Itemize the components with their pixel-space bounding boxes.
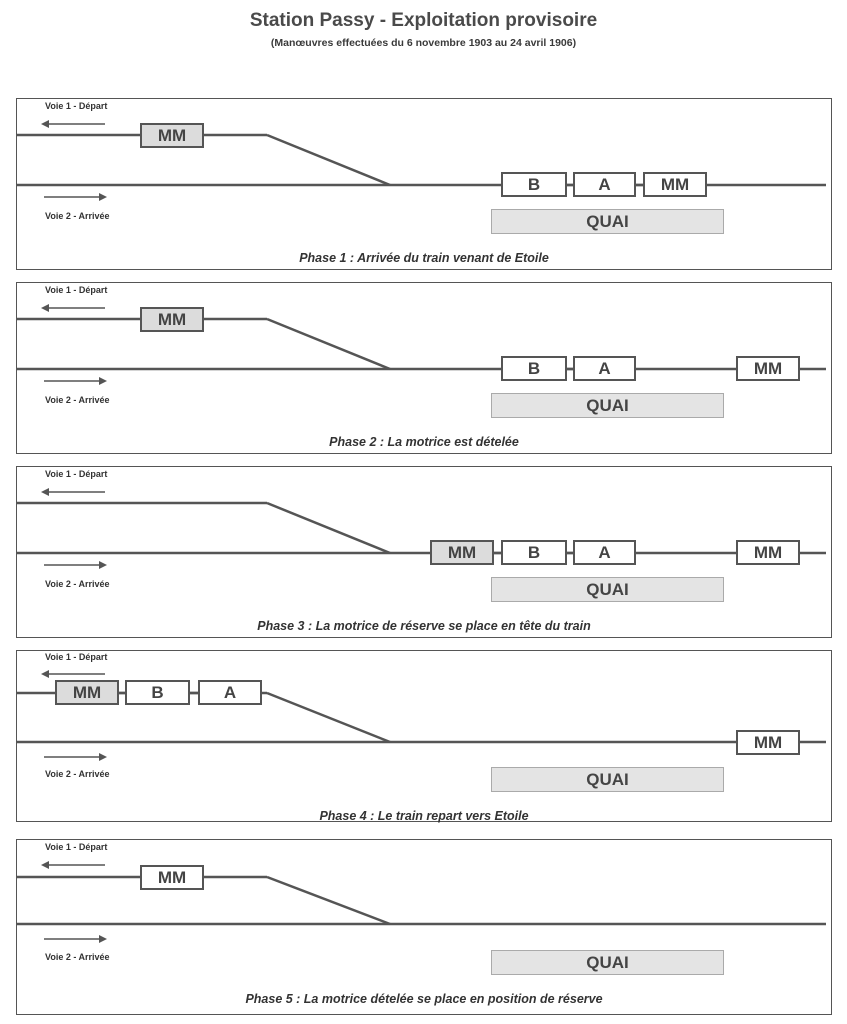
quai-platform: QUAI (491, 209, 724, 234)
phase-caption: Phase 3 : La motrice de réserve se place en tête du train (257, 619, 591, 633)
quai-platform: QUAI (491, 950, 724, 975)
car-mm: MM (643, 172, 707, 197)
phase-5-panel (16, 839, 832, 1015)
car-a: A (198, 680, 262, 705)
car-a: A (573, 356, 636, 381)
car-mm-reserve: MM (55, 680, 119, 705)
car-mm-detached: MM (736, 540, 800, 565)
arrow-left-icon (41, 670, 105, 678)
car-b: B (501, 540, 567, 565)
car-mm-detached: MM (736, 356, 800, 381)
track-switch (267, 693, 390, 742)
car-a: A (573, 172, 636, 197)
arrow-left-icon (41, 304, 105, 312)
phase-3-panel (16, 466, 832, 638)
car-b: B (125, 680, 190, 705)
track-diagram (17, 467, 833, 639)
arrow-left-icon (41, 488, 105, 496)
car-mm-reserve: MM (430, 540, 494, 565)
arrow-right-icon (44, 561, 107, 569)
voie-2-label: Voie 2 - Arrivée (45, 579, 110, 589)
quai-platform: QUAI (491, 767, 724, 792)
voie-1-label: Voie 1 - Départ (45, 652, 108, 662)
track-diagram (17, 651, 833, 831)
voie-1-label: Voie 1 - Départ (45, 285, 108, 295)
quai-platform: QUAI (491, 577, 724, 602)
arrow-left-icon (41, 861, 105, 869)
phase-caption: Phase 5 : La motrice dételée se place en position de réserve (245, 992, 603, 1006)
car-b: B (501, 172, 567, 197)
arrow-right-icon (44, 193, 107, 201)
quai-platform: QUAI (491, 393, 724, 418)
voie-1-label: Voie 1 - Départ (45, 842, 108, 852)
track-switch (267, 877, 390, 924)
arrow-right-icon (44, 935, 107, 943)
phase-1-panel (16, 98, 832, 270)
page-title: Station Passy - Exploitation provisoire (249, 10, 598, 31)
arrow-left-icon (41, 120, 105, 128)
car-a: A (573, 540, 636, 565)
voie-1-label: Voie 1 - Départ (45, 101, 108, 111)
track-switch (267, 503, 390, 553)
phase-2-panel (16, 282, 832, 454)
arrow-right-icon (44, 377, 107, 385)
voie-2-label: Voie 2 - Arrivée (45, 211, 110, 221)
phase-4-panel (16, 650, 832, 822)
phase-caption: Phase 1 : Arrivée du train venant de Etoile (299, 251, 549, 265)
phase-caption: Phase 2 : La motrice est dételée (329, 435, 519, 449)
arrow-right-icon (44, 753, 107, 761)
car-mm-reserve: MM (140, 307, 204, 332)
page-subtitle: (Manœuvres effectuées du 6 novembre 1903 au 24 avril 1906) (270, 37, 577, 49)
phase-caption: Phase 4 : Le train repart vers Etoile (319, 809, 529, 823)
voie-2-label: Voie 2 - Arrivée (45, 395, 110, 405)
voie-2-label: Voie 2 - Arrivée (45, 769, 110, 779)
voie-1-label: Voie 1 - Départ (45, 469, 108, 479)
track-switch (267, 319, 390, 369)
car-mm-detached: MM (736, 730, 800, 755)
car-b: B (501, 356, 567, 381)
track-switch (267, 135, 390, 185)
voie-2-label: Voie 2 - Arrivée (45, 952, 110, 962)
car-mm-reserve: MM (140, 123, 204, 148)
car-mm-reserve: MM (140, 865, 204, 890)
